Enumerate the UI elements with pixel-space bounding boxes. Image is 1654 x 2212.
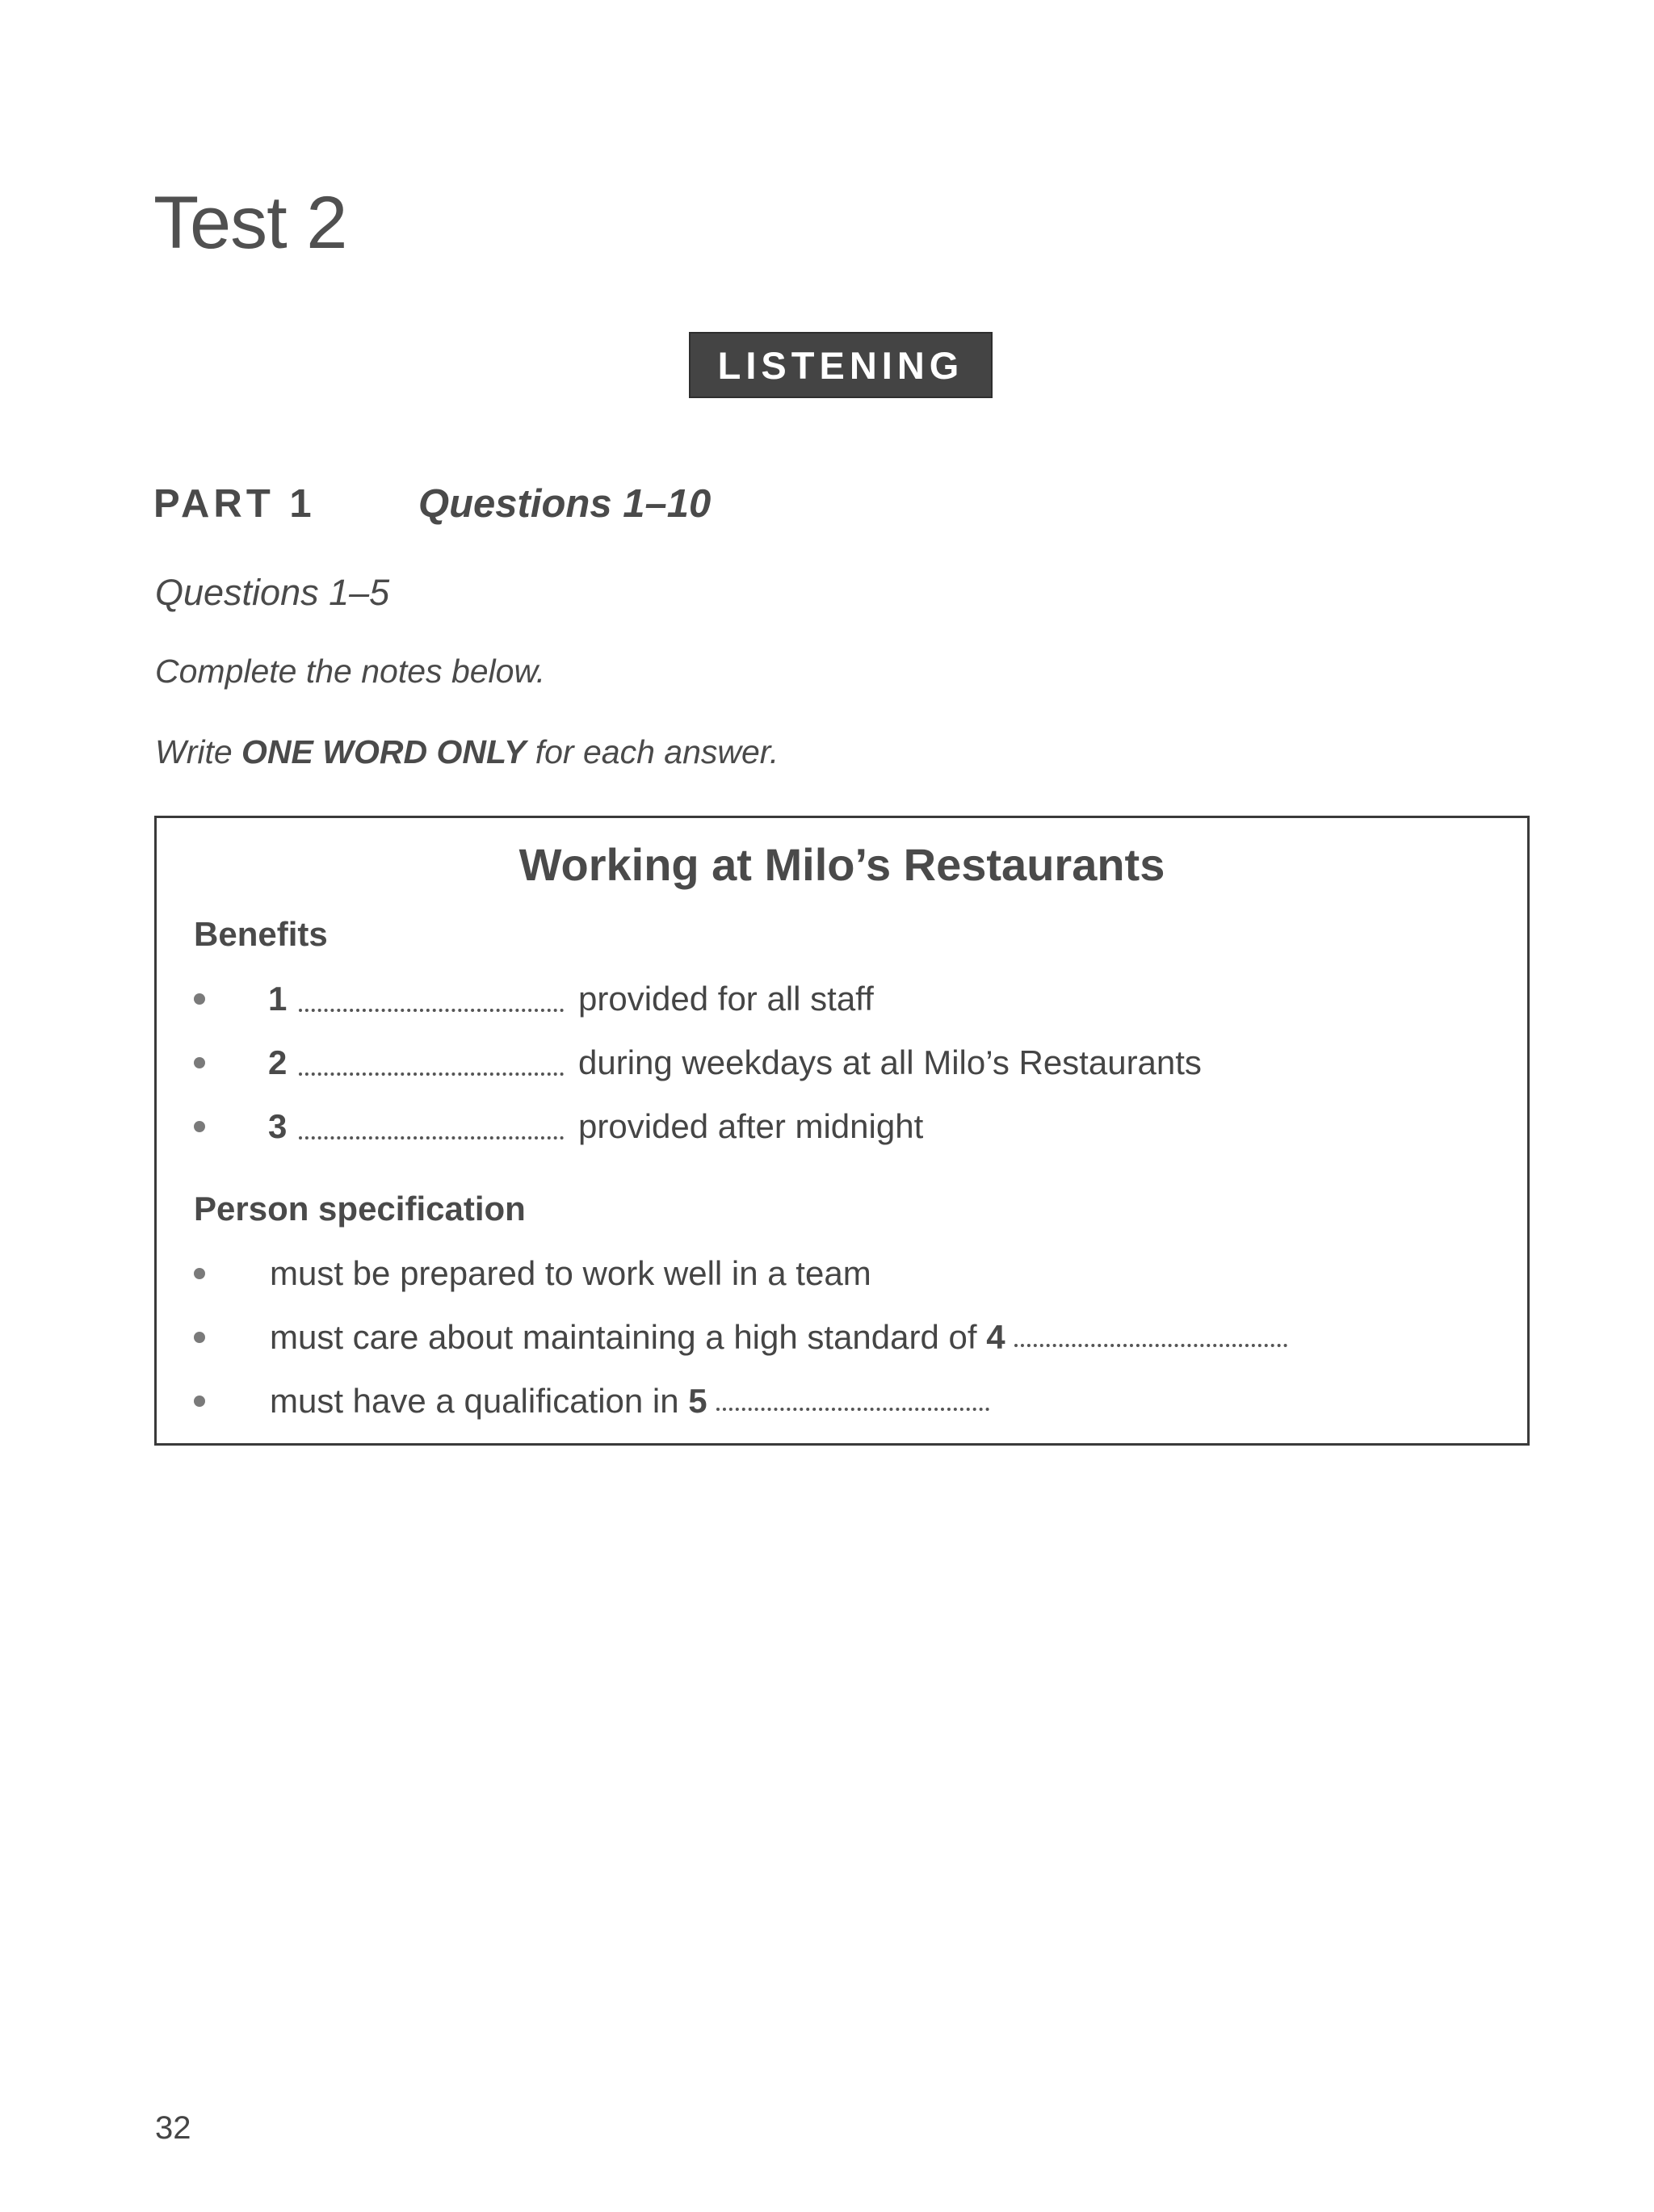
bullet-icon xyxy=(194,1396,205,1407)
question-number-5: 5 xyxy=(688,1382,707,1420)
instruction-word-limit xyxy=(155,733,779,771)
benefit-text-1: provided for all staff xyxy=(578,980,874,1018)
answer-blank-1[interactable] xyxy=(299,1009,564,1012)
part-heading xyxy=(153,482,712,526)
spec-text-1: must be prepared to work well in a team xyxy=(270,1254,871,1292)
answer-blank-2[interactable] xyxy=(299,1072,564,1076)
answer-blank-5[interactable] xyxy=(716,1408,989,1411)
instruction-word-limit-emphasis: ONE WORD ONLY xyxy=(241,733,527,770)
bullet-icon xyxy=(194,993,205,1005)
part-questions-range: Questions 1–10 xyxy=(418,482,712,526)
instruction-complete-notes: Complete the notes below. xyxy=(155,653,546,690)
spec-text-3-label: must have a qualification in xyxy=(270,1382,689,1420)
question-number-3: 3 xyxy=(268,1107,288,1145)
spec-text-3 xyxy=(270,1379,989,1424)
benefit-item-2 xyxy=(157,1040,1527,1085)
benefit-text-2: during weekdays at all Milo’s Restaurants xyxy=(578,1043,1202,1081)
question-number-4: 4 xyxy=(986,1318,1005,1356)
benefits-heading: Benefits xyxy=(194,915,328,953)
subsection-questions-range: Questions 1–5 xyxy=(155,572,390,613)
bullet-icon xyxy=(194,1268,205,1279)
spec-item-1 xyxy=(157,1251,1527,1296)
notes-title: Working at Milo’s Restaurants xyxy=(518,839,1165,890)
answer-blank-3[interactable] xyxy=(299,1136,564,1140)
instruction-prefix: Write xyxy=(155,733,242,770)
spec-item-2 xyxy=(157,1315,1527,1360)
section-banner-listening: LISTENING xyxy=(689,332,993,398)
answer-blank-4[interactable] xyxy=(1014,1344,1287,1347)
instruction-suffix: for each answer. xyxy=(526,733,779,770)
bullet-icon xyxy=(194,1332,205,1343)
page-number: 32 xyxy=(155,2110,191,2146)
benefit-item-1 xyxy=(157,976,1527,1022)
part-label: PART 1 xyxy=(153,482,316,526)
test-title: Test 2 xyxy=(153,182,347,264)
question-number-2: 2 xyxy=(268,1043,288,1081)
question-number-1: 1 xyxy=(268,980,288,1018)
spec-text-2 xyxy=(270,1315,1287,1360)
bullet-icon xyxy=(194,1057,205,1068)
benefit-item-3 xyxy=(157,1104,1527,1149)
spec-item-3 xyxy=(157,1379,1527,1424)
notes-box xyxy=(154,816,1530,1446)
benefit-text-3: provided after midnight xyxy=(578,1107,924,1145)
person-specification-heading: Person specification xyxy=(194,1190,526,1228)
spec-text-2-label: must care about maintaining a high standard of xyxy=(270,1318,987,1356)
bullet-icon xyxy=(194,1121,205,1132)
